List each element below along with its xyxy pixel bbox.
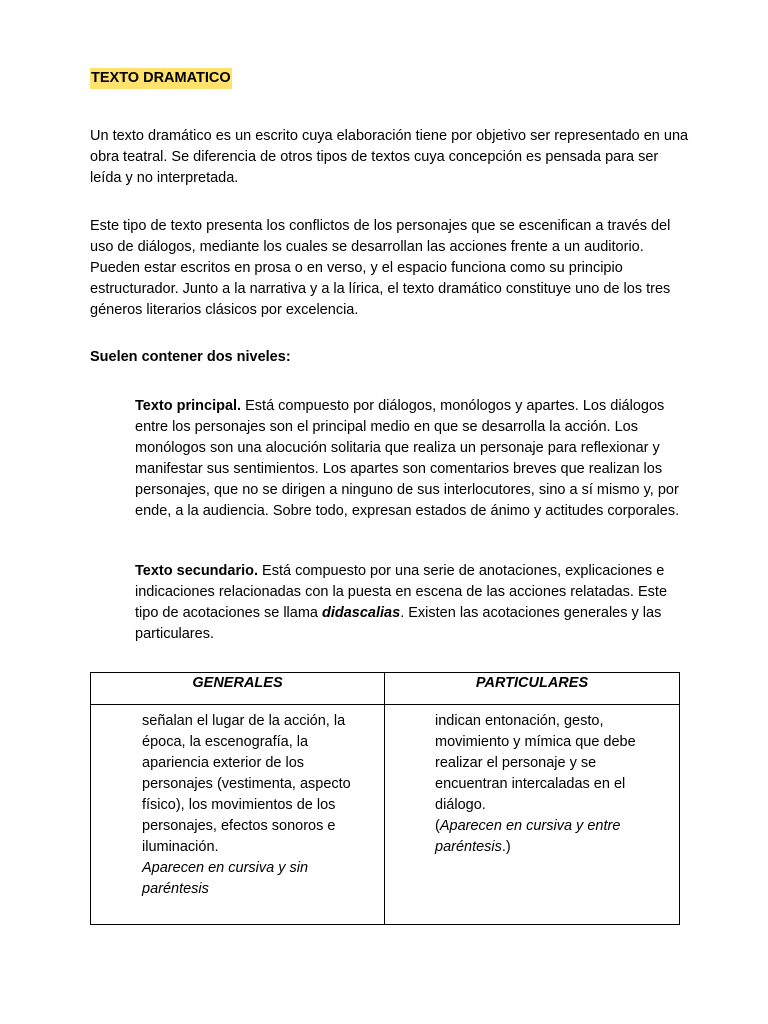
level-text: Está compuesto por una serie de anotaciones, explicaciones e indicaciones relacionadas con la puesta en escena de las acciones relatadas. Este tipo de acotaciones se llama [135, 563, 668, 621]
particulares-text: indican entonación, gesto, movimiento y mímica que debe realizar el personaje y se encuentran intercaladas en el diálogo. [435, 713, 636, 813]
level-term: Texto secundario. [135, 563, 259, 579]
document-title: TEXTO DRAMATICO [90, 68, 232, 89]
level-texto-secundario [135, 561, 680, 645]
cell-generales [91, 705, 385, 925]
level-texto-principal [135, 396, 680, 522]
level-text: Está compuesto por diálogos, monólogos y apartes. Los diálogos entre los personajes son el principal medio en que se desarrolla la acción. Los monólogos son una alocución solitaria que realiza un personaje para reflexionar y manifestar sus sentimientos. Los apartes son comentarios breves que realizan los personajes, que no se dirigen a ninguno de sus interlocutores, sino a sí mismo y, por ende, a la audiencia. Sobre todo, expresan estados de ánimo y actitudes corporales. [135, 398, 680, 519]
description-paragraph: Este tipo de texto presenta los conflictos de los personajes que se escenifican a través del uso de diálogos, mediante los cuales se desarrollan las acciones frente a un auditorio. Pueden estar escritos en prosa o en verso, y el espacio funciona como su principio estructurador. Junto a la narrativa y a la lírica, el texto dramático constituye uno de los tres géneros literarios clásicos por excelencia. [90, 218, 671, 318]
generales-text: señalan el lugar de la acción, la época, la escenografía, la apariencia exterior de los personajes (vestimenta, aspecto físico), los movimientos de los personajes, efectos sonoros e iluminación. [142, 713, 351, 855]
particulares-note: Aparecen en cursiva y entre paréntesis [435, 818, 621, 855]
level-text: . Existen las acotaciones generales y las particulares. [135, 605, 662, 642]
intro-paragraph: Un texto dramático es un escrito cuya elaboración tiene por objetivo ser representado en una obra teatral. Se diferencia de otros tipos de textos cuya concepción es pensada para ser leída y no interpretada. [90, 128, 689, 186]
particulares-note-open: ( [435, 818, 440, 834]
table-row [91, 705, 680, 925]
acotaciones-table [90, 672, 680, 925]
header-particulares: PARTICULARES [385, 673, 680, 705]
levels-subheading: Suelen contener dos niveles: [90, 349, 291, 365]
level-term: Texto principal. [135, 398, 242, 414]
table-header-row [91, 673, 680, 705]
particulares-note-close: .) [501, 839, 511, 855]
didascalias-keyword: didascalias [322, 605, 401, 621]
generales-note: Aparecen en cursiva y sin paréntesis [142, 860, 309, 897]
header-generales: GENERALES [91, 673, 385, 705]
cell-particulares [385, 705, 680, 925]
